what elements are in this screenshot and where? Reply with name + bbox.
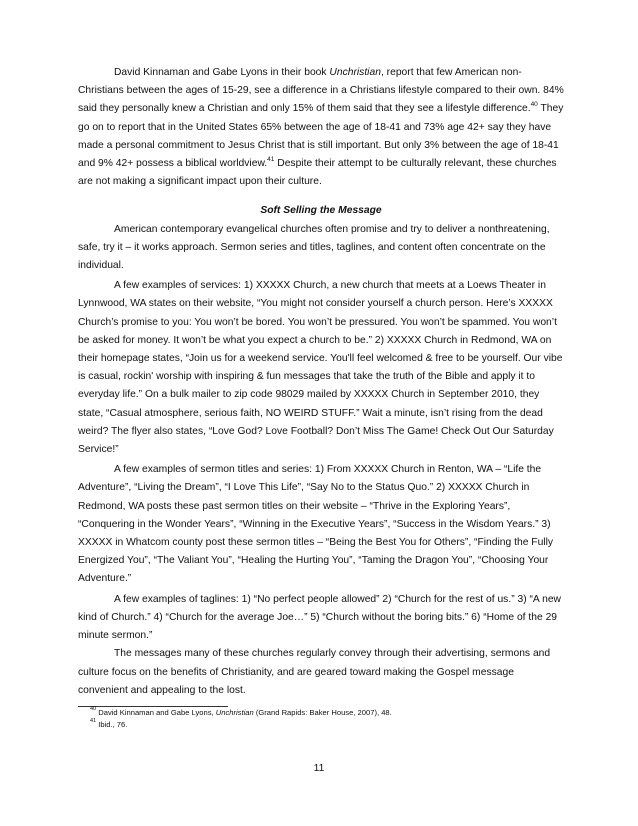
text-run: They go on to report that in the United States 65% between the age of 18-41 and 73% age 42+ say they have made a personal commitment to Jesus Christ that is still important. But only 3% between the age of 18-41 and 9% 42+ possess a biblical worldview. xyxy=(78,103,564,170)
page-number: 11 xyxy=(313,763,325,774)
paragraph-sermon-titles: A few examples of sermon titles and series: 1) From XXXXX Church in Renton, WA – “Life the Adventure”, “Living the Dream”, “I Love This Life”, “Say No to the Status Quo.” 2) XXXXX Church in Redmond, WA posts these past sermon titles on their website – “Thrive in the Exploring Years”, “Conquering in the Wonder Years”, “Winning in the Executive Years”, “Success in the Wisdom Years.” 3) XXXXX in Whatcom county post these sermon titles – “Being the Best You for Others”, “Finding the Fully Energized You”, “The Valiant You”, “Healing the Hurting You”, “Taming the Dragon You”, “Choosing Your Adventure.” xyxy=(78,464,554,585)
paragraph-services: A few examples of services: 1) XXXXX Church, a new church that meets at a Loews Theater in Lynnwood, WA states on their website, “You might not consider yourself a church person. Here’s XXXXX Church’s promise to you: You won’t be bored. You won’t be pressured. You won’t be spammed. You won’t be asked for money. It won’t be what you expect a church to be.” 2) XXXXX Church in Redmond, WA on their homepage states, “Join us for a weekend service. You'll feel welcomed & free to be yourself. Our vibe is casual, rockin' worship with inspiring & fun messages that take the truth of the Bible and apply it to everyday life.” On a bulk mailer to zip code 98029 mailed by XXXXX Church in September 2010, they state, “Casual atmosphere, serious faith, NO WEIRD STUFF.” Wait a minute, isn’t rising from the dead weird? The flyer also states, “Love God? Love Football? Don’t Miss The Game! Check Out Our Saturday Service!” xyxy=(78,280,563,456)
paragraph-approach: American contemporary evangelical churches often promise and try to deliver a nonthreatening, safe, try it – it works approach. Sermon series and titles, taglines, and content often concentrate on the individual. xyxy=(78,223,550,272)
text-run: Despite their attempt to be culturally relevant, these churches are not making a significant impact upon their culture. xyxy=(78,158,557,188)
footnote-40 xyxy=(90,707,564,719)
paragraph-messages: The messages many of these churches regularly convey through their advertising, sermons and culture focus on the benefits of Christianity, and are geared toward making the Gospel message convenient and appealing to the lost. xyxy=(78,648,551,696)
text-run: , report that few American non-Christians between the ages of 15-29, see a difference in a Christians lifestyle compared to their own. 84% said they personally knew a Christian and only 15% of them said that they see a lifestyle difference. xyxy=(78,67,564,115)
section-heading: Soft Selling the Message xyxy=(260,205,382,217)
text-run: (Grand Rapids: Baker House, 2007), 48. xyxy=(253,707,392,717)
paragraph-kinnaman xyxy=(78,64,564,191)
footnote-ref: 40 xyxy=(530,100,538,108)
footnote-41 xyxy=(90,719,564,731)
book-title: Unchristian xyxy=(215,707,254,717)
text-run: Ibid., 76. xyxy=(96,719,128,729)
footnote-number: 40 xyxy=(90,706,97,713)
text-run: David Kinnaman and Gabe Lyons, xyxy=(96,707,216,717)
book-title: Unchristian xyxy=(329,67,381,78)
text-run: David Kinnaman and Gabe Lyons in their book xyxy=(114,67,330,78)
paragraph-taglines: A few examples of taglines: 1) “No perfect people allowed” 2) “Church for the rest of us.” 3) “A new kind of Church.” 4) “Church for the average Joe…” 5) “Church without the boring bits.” 6) “Home of the 29 minute sermon.” xyxy=(78,593,561,642)
footnote-number: 41 xyxy=(90,717,97,724)
document-page xyxy=(78,64,564,730)
footnote-ref: 41 xyxy=(267,155,275,163)
